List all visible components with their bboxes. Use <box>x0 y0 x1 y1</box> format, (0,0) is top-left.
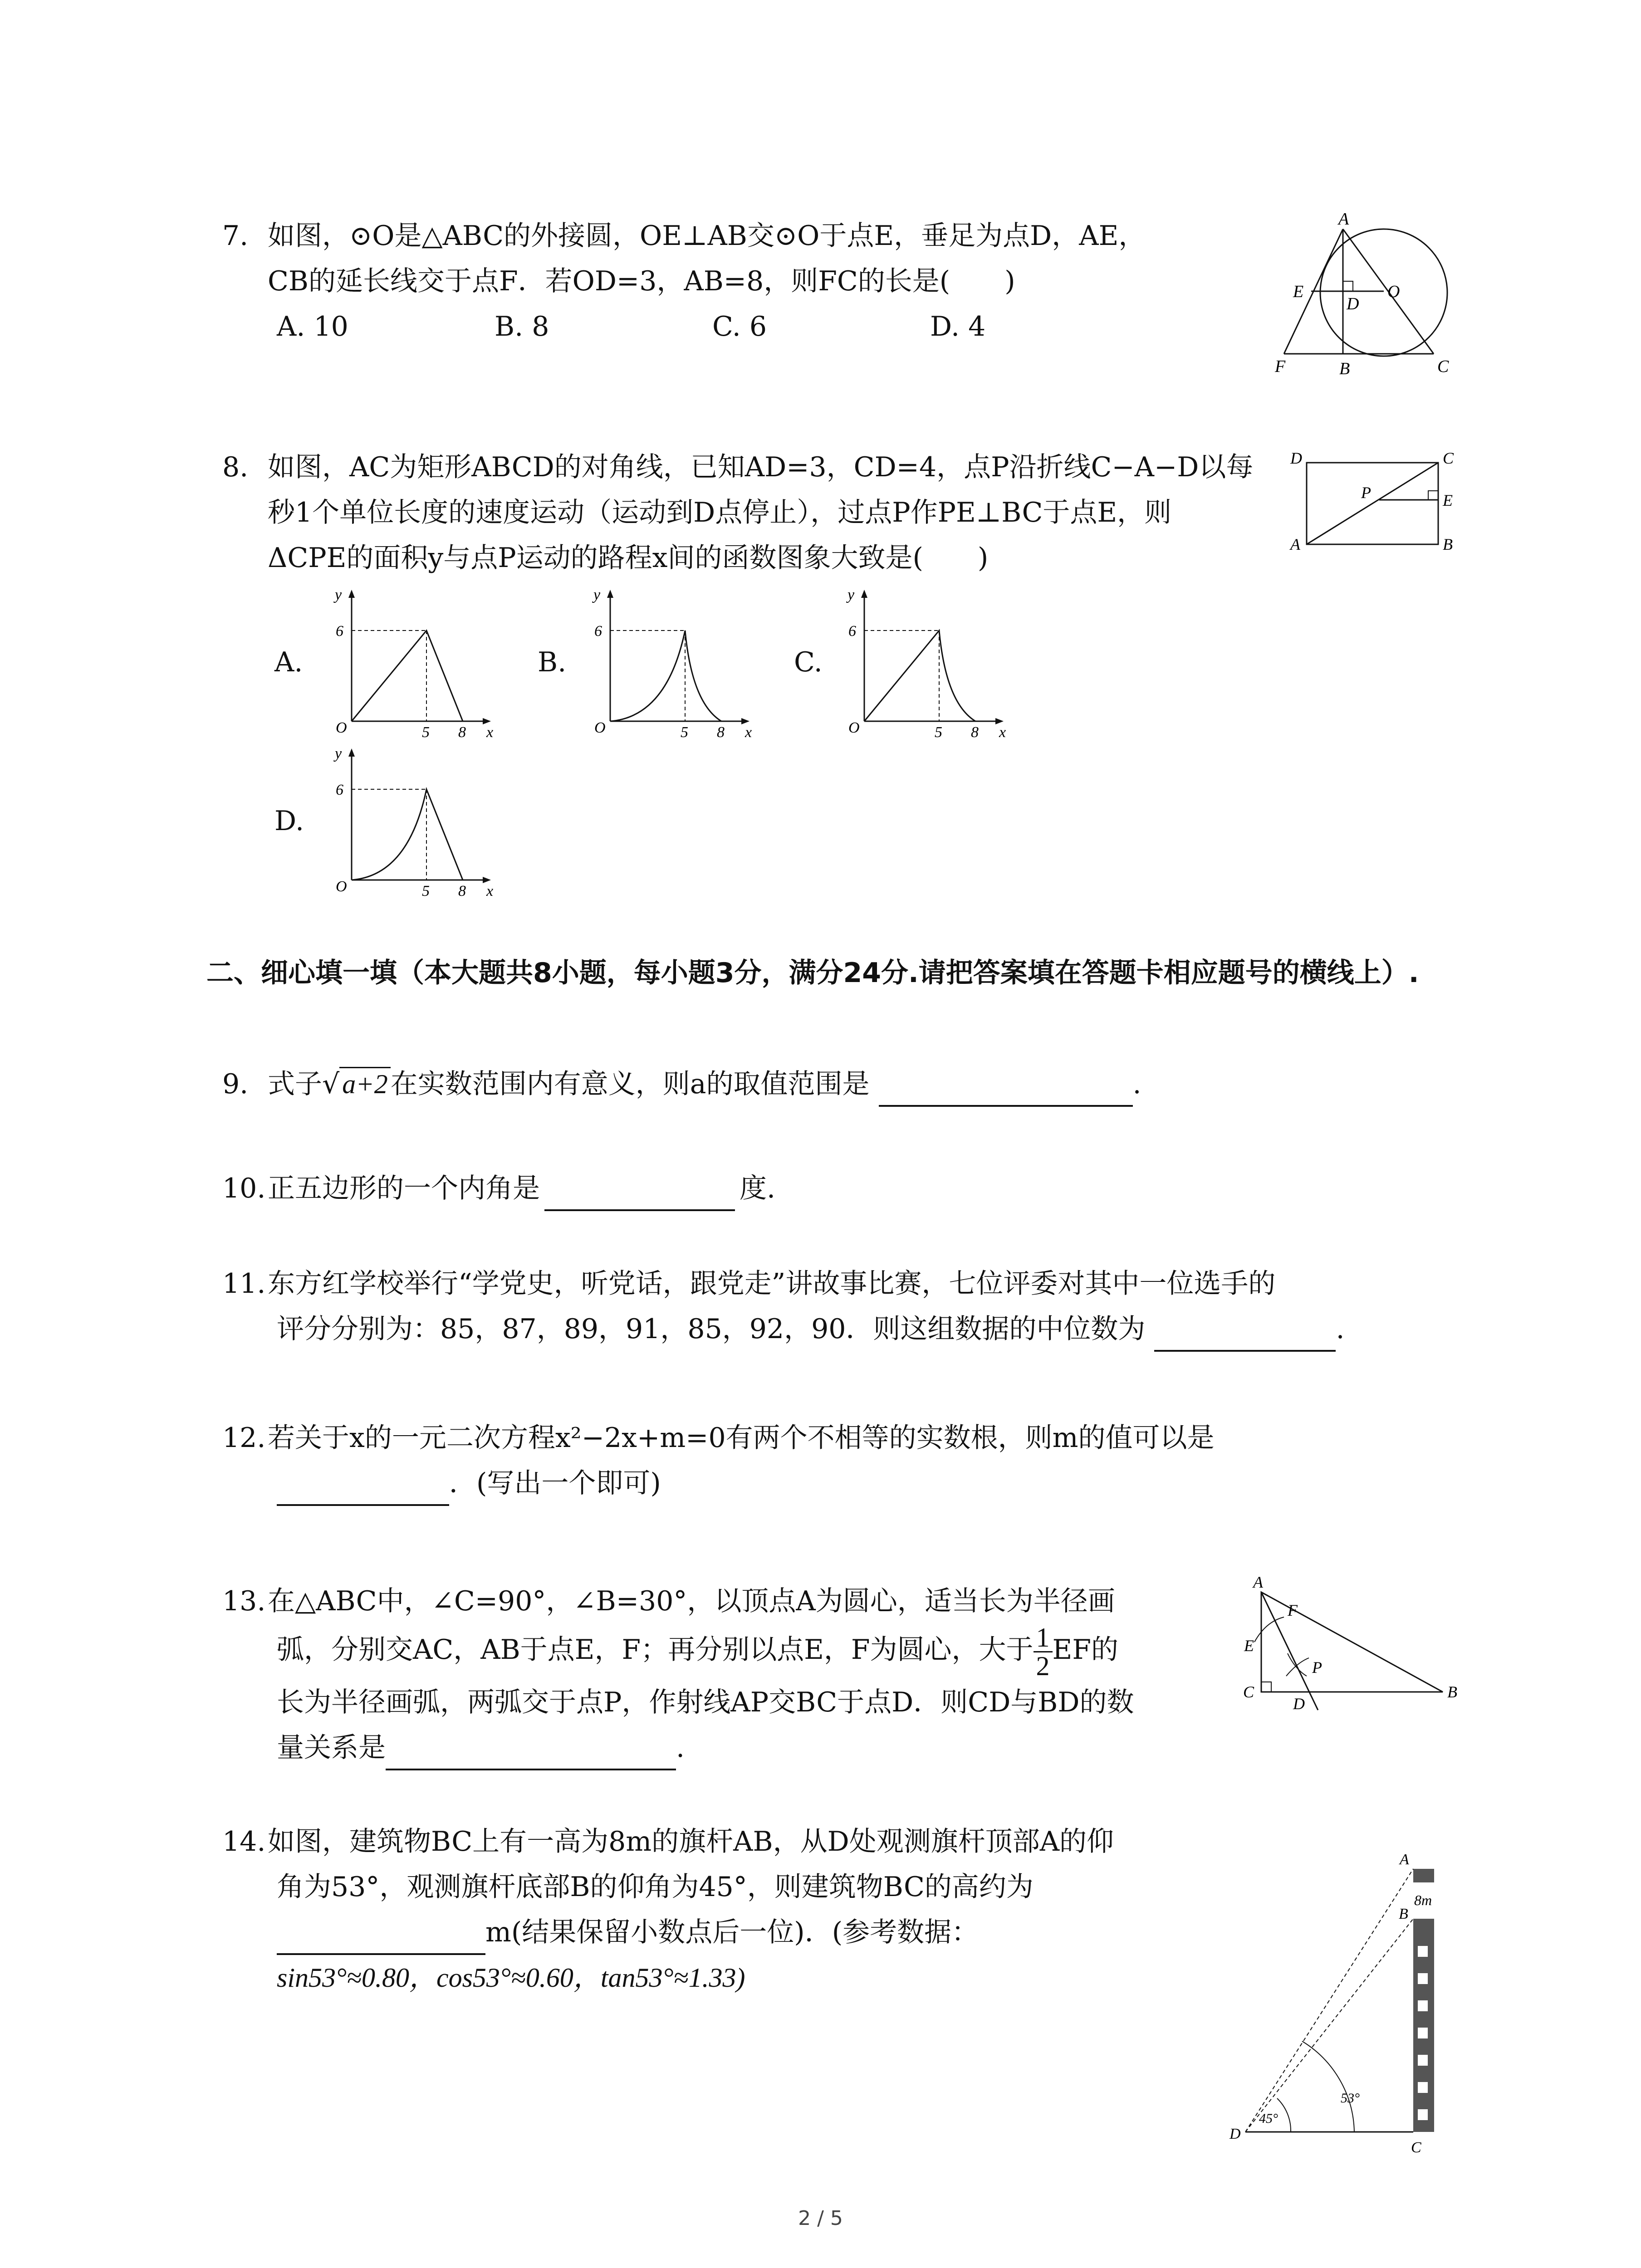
angle-arc-45 <box>1277 2098 1291 2132</box>
q8-rectangle-figure <box>1284 449 1465 562</box>
choice-b: B. <box>538 646 567 678</box>
window-3 <box>1418 2000 1428 2011</box>
question-text: 如图，AC为矩形ABCD的对角线，已知AD=3，CD=4，点P沿折线C−A−D以每 <box>268 451 1254 483</box>
graph-b <box>576 585 767 739</box>
label-y: y <box>335 745 342 762</box>
window-6 <box>1418 2082 1428 2093</box>
label-53: 53° <box>1341 2091 1360 2106</box>
choice-b: B. 8 <box>495 311 549 342</box>
circle-o <box>1320 229 1447 356</box>
label-e: E <box>1293 282 1304 301</box>
q14-building-figure <box>1225 1842 1461 2159</box>
question-12 <box>222 1415 1538 1506</box>
window-1 <box>1418 1946 1428 1957</box>
label-b: B <box>1399 1906 1408 1922</box>
label-o: O <box>336 719 347 736</box>
label-d: D <box>1290 449 1302 467</box>
label-o: O <box>336 878 347 895</box>
question-number: 8. <box>222 451 249 483</box>
label-c: C <box>1437 357 1449 376</box>
label-o: O <box>1387 282 1400 301</box>
tick-8: 8 <box>458 724 466 739</box>
flagpole-ab <box>1413 1869 1434 1882</box>
label-x: x <box>486 724 494 739</box>
question-number: 14. <box>222 1826 266 1857</box>
label-c: C <box>1443 449 1454 467</box>
question-text: 如图，⊙O是△ABC的外接圆，OE⊥AB交⊙O于点E，垂足为点D，AE， <box>268 220 1146 252</box>
tick-8: 8 <box>717 724 725 739</box>
graph-c <box>830 585 1021 739</box>
label-p: P <box>1361 484 1371 502</box>
question-text: 如图，建筑物BC上有一高为8m的旗杆AB，从D处观测旗杆顶部A的仰 <box>268 1826 1114 1857</box>
answer-blank[interactable] <box>386 1740 676 1770</box>
label-d: D <box>1347 294 1359 313</box>
tick-8: 8 <box>971 724 979 739</box>
graph-curve <box>610 631 721 721</box>
page-number: 2 / 5 <box>798 2207 843 2230</box>
question-number: 7. <box>222 220 249 252</box>
q7-circle-figure <box>1266 213 1502 386</box>
window-7 <box>1418 2109 1428 2120</box>
question-7 <box>222 213 1266 349</box>
tick-5: 5 <box>422 724 430 739</box>
section-title: 二、细心填一填（本大题共8小题，每小题3分，满分24分.请把答案填在答题卡相应题号的横线上）. <box>206 957 1419 989</box>
choice-c: C. <box>794 646 823 678</box>
question-text: 若关于x的一元二次方程x²−2x+m=0有两个不相等的实数根，则m的值可以是 <box>268 1422 1215 1454</box>
graph-curve <box>352 631 463 721</box>
question-text: 度. <box>740 1173 776 1204</box>
label-45: 45° <box>1259 2111 1278 2126</box>
choice-a: A. 10 <box>277 311 348 342</box>
right-angle-mark <box>1261 1682 1271 1692</box>
tick-8: 8 <box>458 883 466 898</box>
y-arrow <box>348 748 355 757</box>
choice-d: D. <box>274 805 304 837</box>
window-5 <box>1418 2055 1428 2066</box>
x-arrow <box>483 718 491 724</box>
label-a: A <box>1290 535 1300 553</box>
fraction-one-half: $\frac{1}{2}$ <box>1034 1624 1053 1680</box>
question-9: 9. 式子√ a+2 在实数范围内有意义，则a的取值范围是 . <box>222 1061 1538 1107</box>
radicand: a+2 <box>339 1067 391 1100</box>
label-a: A <box>1400 1851 1409 1868</box>
choice-a: A. <box>274 646 303 678</box>
answer-blank[interactable] <box>1154 1321 1336 1352</box>
question-text: 秒1个单位长度的速度运动（运动到D点停止），过点P作PE⊥BC于点E，则 <box>268 497 1172 528</box>
choice-c: C. 6 <box>712 311 767 342</box>
choice-d: D. 4 <box>930 311 986 342</box>
right-angle-mark <box>1428 491 1438 500</box>
x-arrow <box>741 718 749 724</box>
question-8 <box>222 445 1266 581</box>
label-x: x <box>745 724 752 739</box>
label-a: A <box>1338 213 1349 229</box>
question-text: 在实数范围内有意义，则a的取值范围是 <box>390 1068 870 1100</box>
sight-da <box>1245 1869 1413 2132</box>
label-b: B <box>1443 535 1453 553</box>
question-text: 评分分别为：85，87，89，91，85，92，90．则这组数据的中位数为 <box>277 1313 1146 1345</box>
question-text: 弧，分别交AC，AB于点E，F；再分别以点E，F为圆心，大于 <box>277 1634 1034 1666</box>
label-p: P <box>1312 1658 1322 1677</box>
y-arrow <box>607 590 613 598</box>
window-2 <box>1418 1973 1428 1984</box>
right-angle-mark <box>1343 281 1353 291</box>
tick-5: 5 <box>935 724 942 739</box>
question-text: 长为半径画弧，两弧交于点P，作射线AP交BC于点D．则CD与BD的数 <box>277 1686 1134 1718</box>
question-13: 13.在△ABC中，∠C=90°，∠B=30°，以顶点A为圆心，适当长为半径画 弧，分别交AC，AB于点E，F；再分别以点E，F为圆心，大于 $\frac{1}{2}$ EF的 长为半径画弧，两弧交于点P，作射线AP交BC于点D．则CD与BD的数 量关系是 . <box>222 1579 1266 1770</box>
sight-db <box>1245 1919 1413 2132</box>
label-c: C <box>1411 2139 1421 2156</box>
reference-data: sin53°≈0.80，cos53°≈0.60，tan53°≈1.33) <box>277 1963 745 1993</box>
label-b: B <box>1339 359 1350 378</box>
angle-arc-53 <box>1302 2041 1354 2132</box>
question-text: 量关系是 <box>277 1732 386 1764</box>
answer-blank[interactable] <box>879 1076 1133 1107</box>
window-4 <box>1418 2028 1428 2038</box>
tick-6: 6 <box>336 782 343 798</box>
question-text: 在△ABC中，∠C=90°，∠B=30°，以顶点A为圆心，适当长为半径画 <box>268 1585 1115 1617</box>
label-8m: 8m <box>1414 1892 1432 1908</box>
label-b: B <box>1447 1683 1457 1701</box>
label-o: O <box>594 719 606 736</box>
question-text: EF的 <box>1052 1634 1118 1666</box>
tick-6: 6 <box>848 623 856 640</box>
label-y: y <box>593 587 601 603</box>
question-10 <box>222 1166 1538 1211</box>
y-arrow <box>348 590 355 598</box>
tick-6: 6 <box>336 623 343 640</box>
label-a: A <box>1253 1574 1263 1591</box>
question-text: 式子 <box>268 1068 322 1100</box>
question-number: 13. <box>222 1585 266 1617</box>
graph-curve <box>352 789 463 880</box>
label-d: D <box>1293 1695 1305 1713</box>
x-arrow <box>483 877 491 883</box>
question-text: ．(写出一个即可) <box>449 1467 661 1499</box>
question-text: 东方红学校举行“学党史，听党话，跟党走”讲故事比赛，七位评委对其中一位选手的 <box>268 1268 1276 1300</box>
question-text: ΔCPE的面积y与点P运动的路程x间的函数图象大致是( ) <box>268 542 989 574</box>
tick-6: 6 <box>594 623 602 640</box>
label-y: y <box>847 587 855 603</box>
label-e: E <box>1443 491 1453 509</box>
question-number: 12. <box>222 1422 266 1454</box>
x-arrow <box>995 718 1004 724</box>
label-y: y <box>335 587 342 603</box>
question-14 <box>222 1819 1266 2000</box>
question-text: 角为53°，观测旗杆底部B的仰角为45°，则建筑物BC的高约为 <box>277 1871 1034 1903</box>
question-text: m(结果保留小数点后一位)．(参考数据： <box>485 1916 979 1948</box>
q13-triangle-figure <box>1234 1574 1461 1724</box>
graph-d <box>318 744 508 898</box>
y-arrow <box>861 590 867 598</box>
question-text: 正五边形的一个内角是 <box>268 1173 540 1204</box>
tick-5: 5 <box>422 883 430 898</box>
question-number: 11. <box>222 1268 266 1300</box>
tick-5: 5 <box>681 724 688 739</box>
question-number: 10. <box>222 1173 266 1204</box>
label-f: F <box>1275 357 1286 376</box>
question-number: 9. <box>222 1068 249 1100</box>
label-c: C <box>1243 1683 1254 1701</box>
answer-blank[interactable] <box>277 1924 485 1955</box>
graph-curve <box>864 631 975 721</box>
label-f: F <box>1288 1601 1298 1619</box>
answer-blank[interactable] <box>277 1475 449 1506</box>
label-e: E <box>1244 1637 1254 1655</box>
label-d: D <box>1230 2126 1241 2142</box>
graph-a <box>318 585 508 739</box>
label-x: x <box>999 724 1006 739</box>
label-o: O <box>848 719 860 736</box>
question-text: CB的延长线交于点F．若OD=3，AB=8，则FC的长是( ) <box>268 265 1015 297</box>
label-x: x <box>486 883 494 898</box>
answer-blank[interactable] <box>544 1180 735 1211</box>
diagonal-ac <box>1307 463 1438 544</box>
question-11: 11.东方红学校举行“学党史，听党话，跟党走”讲故事比赛，七位评委对其中一位选手的 评分分别为：85，87，89，91，85，92，90．则这组数据的中位数为 . <box>222 1261 1538 1352</box>
